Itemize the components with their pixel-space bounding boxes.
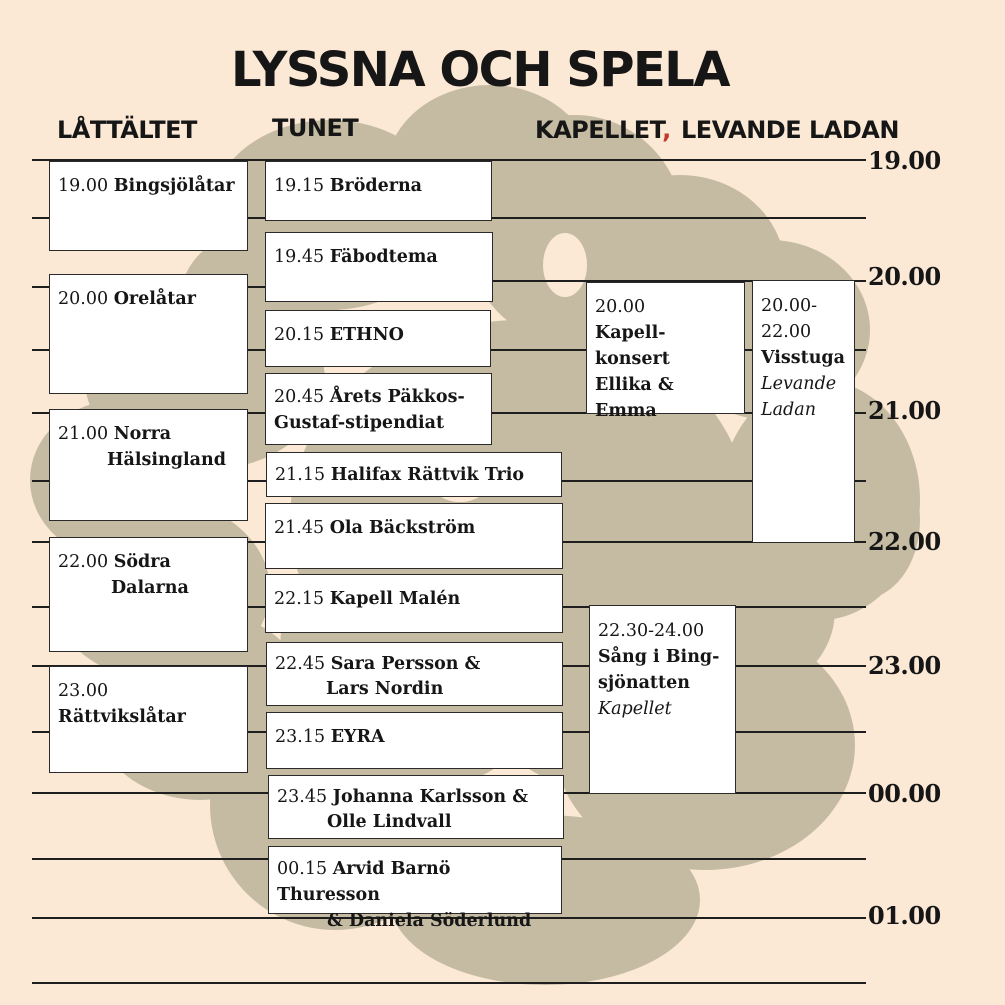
event-name: Visstuga: [761, 348, 846, 368]
event-time: 23.00: [58, 681, 109, 701]
event-name-line2: Dalarna: [111, 578, 189, 598]
column-heading-lattaltet: LÅTTÄLTET: [57, 116, 197, 144]
event-time: 23.15: [275, 727, 326, 747]
event-kapellet: [586, 282, 745, 421]
event-name: ETHNO: [329, 325, 404, 345]
event-time: 20.00: [595, 297, 646, 317]
event-time: 23.45: [277, 787, 328, 807]
event-tunet: [266, 712, 563, 769]
event-lattaltet: [49, 274, 248, 394]
event-time: 22.00: [58, 552, 109, 572]
event-tunet: [268, 775, 564, 839]
hour-label: 01.00: [868, 901, 941, 930]
page-title: LYSSNA OCH SPELA: [230, 42, 730, 98]
event-location: Levande: [761, 374, 837, 394]
hour-label: 23.00: [868, 651, 941, 680]
event-time: 00.15: [277, 859, 328, 879]
event-name: Bröderna: [329, 176, 423, 196]
event-name-line2: konsert: [595, 349, 670, 369]
event-name: Norra: [113, 424, 172, 444]
event-time: 21.15: [275, 465, 326, 485]
event-lattaltet: [49, 409, 248, 521]
event-name-line2: Olle Lindvall: [327, 812, 452, 832]
event-name-line2: & Daniela Söderlund: [327, 911, 532, 931]
hour-label: 19.00: [868, 146, 941, 175]
hour-label: 22.00: [868, 527, 941, 556]
event-name: Halifax Rättvik Trio: [330, 465, 525, 485]
event-levande-ladan: [752, 280, 855, 543]
event-name-line2: Hälsingland: [107, 450, 226, 470]
event-tunet: [265, 161, 492, 221]
event-time: 20.00-: [761, 296, 818, 316]
event-lattaltet: [49, 161, 248, 251]
event-kapellet: [589, 605, 736, 794]
event-name: Sara Persson &: [330, 654, 481, 674]
event-name: Kapell Malén: [329, 589, 461, 609]
event-name: EYRA: [330, 727, 385, 747]
event-time: 21.45: [274, 518, 325, 538]
event-name-line2: Lars Nordin: [326, 679, 444, 699]
event-time-end: 22.00: [761, 322, 812, 342]
heading-comma: ,: [662, 116, 671, 144]
event-name-line2: Gustaf-stipendiat: [274, 413, 445, 433]
event-time: 19.00: [58, 176, 109, 196]
event-time: 21.00: [58, 424, 109, 444]
event-time: 20.00: [58, 289, 109, 309]
event-tunet: [265, 574, 563, 633]
event-name: Johanna Karlsson &: [332, 787, 528, 807]
event-lattaltet: [49, 666, 248, 773]
event-name-line2: sjönatten: [598, 673, 690, 693]
event-name: Arvid Barnö Thuresson: [277, 859, 451, 905]
event-tunet: [265, 310, 491, 367]
event-time: 22.45: [275, 654, 326, 674]
grid-line: [32, 982, 866, 984]
event-name-line3: Ellika & Emma: [595, 375, 674, 421]
event-time: 20.15: [274, 325, 325, 345]
column-heading-levande-ladan: LEVANDE LADAN: [681, 116, 899, 144]
event-tunet: [265, 503, 563, 569]
event-tunet: [268, 846, 562, 931]
event-time: 19.45: [274, 247, 325, 267]
event-tunet: [265, 232, 493, 302]
event-name: Rättvikslåtar: [58, 707, 186, 727]
kapellet-label: KAPELLET: [535, 116, 663, 144]
event-name: Årets Päkkos-: [329, 387, 465, 407]
event-location: Kapellet: [598, 699, 672, 719]
event-name: Kapell-: [595, 323, 666, 343]
event-tunet: [266, 642, 563, 706]
column-heading-tunet: TUNET: [272, 114, 359, 142]
event-name: Orelåtar: [113, 289, 196, 309]
event-name: Sång i Bing-: [598, 647, 720, 667]
hour-label: 21.00: [868, 396, 941, 425]
event-name: Bingsjölåtar: [113, 176, 235, 196]
event-name: Södra: [113, 552, 171, 572]
hour-label: 00.00: [868, 779, 941, 808]
hour-label: 20.00: [868, 262, 941, 291]
event-name: Fäbodtema: [329, 247, 438, 267]
event-lattaltet: [49, 537, 248, 652]
event-tunet: [266, 452, 562, 497]
event-time: 19.15: [274, 176, 325, 196]
event-time: 22.30-24.00: [598, 621, 705, 641]
event-time: 20.45: [274, 387, 325, 407]
event-name: Ola Bäckström: [329, 518, 476, 538]
event-tunet: [265, 373, 492, 445]
event-time: 22.15: [274, 589, 325, 609]
column-heading-kapellet: [535, 116, 671, 144]
event-location-line2: Ladan: [761, 400, 816, 420]
